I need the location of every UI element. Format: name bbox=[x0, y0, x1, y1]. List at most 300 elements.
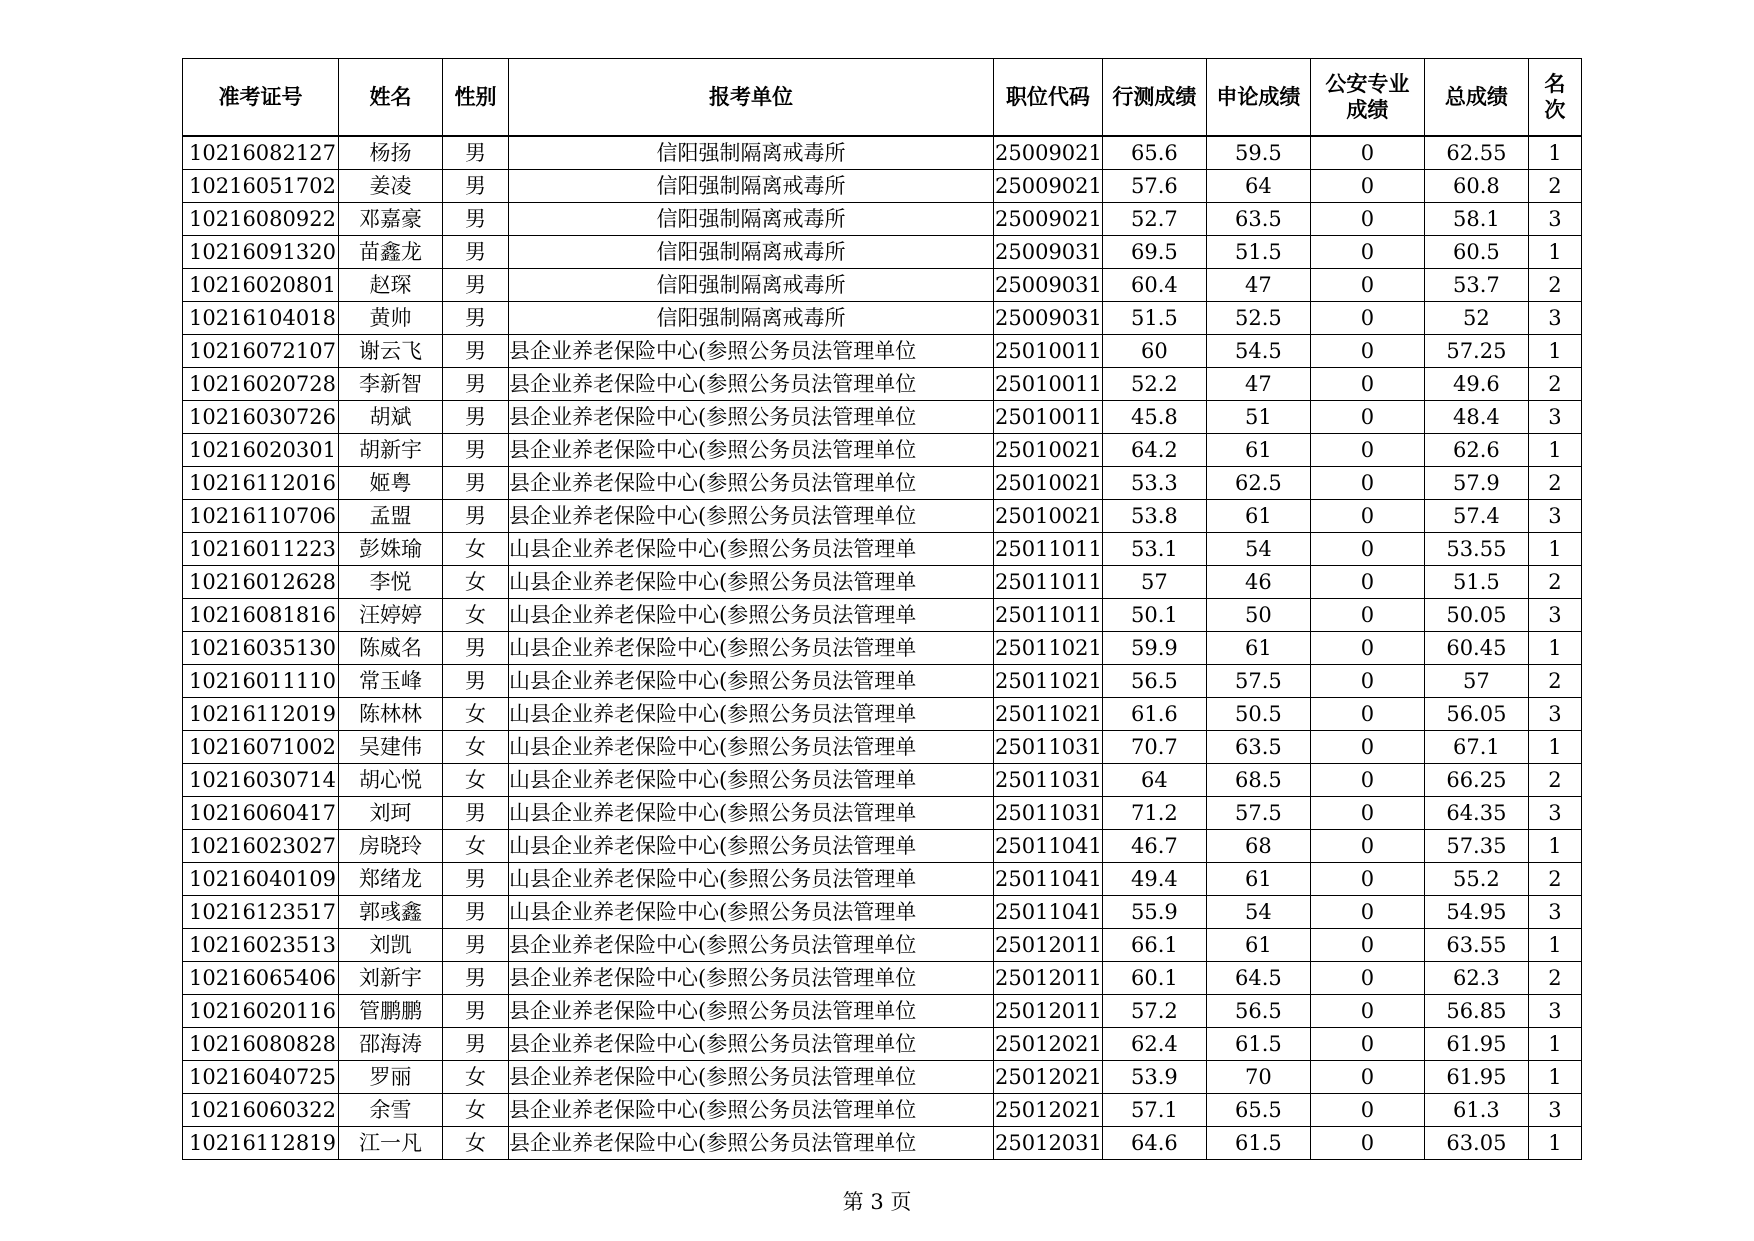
cell-unit: 山县企业养老保险中心(参照公务员法管理单 bbox=[509, 533, 994, 566]
cell-name: 邵海涛 bbox=[339, 1028, 443, 1061]
cell-police-score: 0 bbox=[1310, 500, 1424, 533]
cell-xingce-score: 61.6 bbox=[1102, 698, 1206, 731]
cell-police-score: 0 bbox=[1310, 1061, 1424, 1094]
cell-police-score: 0 bbox=[1310, 1127, 1424, 1160]
cell-rank: 2 bbox=[1528, 467, 1581, 500]
cell-unit: 县企业养老保险中心(参照公务员法管理单位 bbox=[509, 434, 994, 467]
cell-exam-id: 10216082127 bbox=[183, 136, 339, 170]
cell-police-score: 0 bbox=[1310, 1028, 1424, 1061]
cell-shenlun-score: 61 bbox=[1206, 929, 1310, 962]
cell-shenlun-score: 61 bbox=[1206, 500, 1310, 533]
cell-shenlun-score: 54.5 bbox=[1206, 335, 1310, 368]
cell-rank: 3 bbox=[1528, 1094, 1581, 1127]
cell-xingce-score: 64.6 bbox=[1102, 1127, 1206, 1160]
cell-total-score: 62.3 bbox=[1424, 962, 1528, 995]
header-shenlun-score: 申论成绩 bbox=[1206, 59, 1310, 137]
cell-shenlun-score: 61 bbox=[1206, 434, 1310, 467]
cell-exam-id: 10216035130 bbox=[183, 632, 339, 665]
cell-xingce-score: 55.9 bbox=[1102, 896, 1206, 929]
cell-gender: 男 bbox=[443, 500, 509, 533]
cell-gender: 男 bbox=[443, 995, 509, 1028]
cell-name: 姜凌 bbox=[339, 170, 443, 203]
cell-police-score: 0 bbox=[1310, 599, 1424, 632]
cell-name: 李悦 bbox=[339, 566, 443, 599]
cell-name: 陈林林 bbox=[339, 698, 443, 731]
cell-name: 刘凯 bbox=[339, 929, 443, 962]
cell-xingce-score: 56.5 bbox=[1102, 665, 1206, 698]
table-row bbox=[183, 764, 1582, 797]
cell-xingce-score: 57.2 bbox=[1102, 995, 1206, 1028]
cell-police-score: 0 bbox=[1310, 533, 1424, 566]
table-row bbox=[183, 335, 1582, 368]
cell-xingce-score: 59.9 bbox=[1102, 632, 1206, 665]
cell-exam-id: 10216112819 bbox=[183, 1127, 339, 1160]
cell-position-code: 25009031 bbox=[994, 302, 1103, 335]
cell-xingce-score: 64.2 bbox=[1102, 434, 1206, 467]
cell-name: 邓嘉豪 bbox=[339, 203, 443, 236]
cell-unit: 山县企业养老保险中心(参照公务员法管理单 bbox=[509, 863, 994, 896]
cell-xingce-score: 62.4 bbox=[1102, 1028, 1206, 1061]
cell-shenlun-score: 47 bbox=[1206, 368, 1310, 401]
cell-unit: 信阳强制隔离戒毒所 bbox=[509, 136, 994, 170]
cell-gender: 男 bbox=[443, 434, 509, 467]
cell-name: 房晓玲 bbox=[339, 830, 443, 863]
cell-position-code: 25011031 bbox=[994, 797, 1103, 830]
cell-exam-id: 10216012628 bbox=[183, 566, 339, 599]
cell-exam-id: 10216030714 bbox=[183, 764, 339, 797]
cell-exam-id: 10216110706 bbox=[183, 500, 339, 533]
cell-name: 杨扬 bbox=[339, 136, 443, 170]
cell-total-score: 60.5 bbox=[1424, 236, 1528, 269]
cell-police-score: 0 bbox=[1310, 236, 1424, 269]
cell-unit: 山县企业养老保险中心(参照公务员法管理单 bbox=[509, 731, 994, 764]
cell-total-score: 53.7 bbox=[1424, 269, 1528, 302]
cell-exam-id: 10216123517 bbox=[183, 896, 339, 929]
table-row bbox=[183, 401, 1582, 434]
cell-unit: 信阳强制隔离戒毒所 bbox=[509, 269, 994, 302]
cell-unit: 山县企业养老保险中心(参照公务员法管理单 bbox=[509, 599, 994, 632]
cell-name: 谢云飞 bbox=[339, 335, 443, 368]
cell-exam-id: 10216020301 bbox=[183, 434, 339, 467]
cell-unit: 县企业养老保险中心(参照公务员法管理单位 bbox=[509, 335, 994, 368]
cell-gender: 男 bbox=[443, 335, 509, 368]
table-row bbox=[183, 434, 1582, 467]
table-row bbox=[183, 863, 1582, 896]
cell-name: 江一凡 bbox=[339, 1127, 443, 1160]
cell-police-score: 0 bbox=[1310, 203, 1424, 236]
cell-xingce-score: 71.2 bbox=[1102, 797, 1206, 830]
cell-gender: 女 bbox=[443, 1127, 509, 1160]
cell-gender: 女 bbox=[443, 599, 509, 632]
cell-total-score: 62.55 bbox=[1424, 136, 1528, 170]
cell-position-code: 25011041 bbox=[994, 830, 1103, 863]
cell-name: 汪婷婷 bbox=[339, 599, 443, 632]
table-row bbox=[183, 368, 1582, 401]
cell-xingce-score: 66.1 bbox=[1102, 929, 1206, 962]
cell-name: 管鹏鹏 bbox=[339, 995, 443, 1028]
cell-exam-id: 10216112016 bbox=[183, 467, 339, 500]
cell-unit: 县企业养老保险中心(参照公务员法管理单位 bbox=[509, 995, 994, 1028]
cell-xingce-score: 57 bbox=[1102, 566, 1206, 599]
cell-shenlun-score: 63.5 bbox=[1206, 731, 1310, 764]
cell-police-score: 0 bbox=[1310, 995, 1424, 1028]
cell-gender: 男 bbox=[443, 863, 509, 896]
cell-shenlun-score: 62.5 bbox=[1206, 467, 1310, 500]
cell-total-score: 49.6 bbox=[1424, 368, 1528, 401]
table-row bbox=[183, 170, 1582, 203]
cell-total-score: 48.4 bbox=[1424, 401, 1528, 434]
cell-position-code: 25010021 bbox=[994, 500, 1103, 533]
table-row bbox=[183, 236, 1582, 269]
table-row bbox=[183, 896, 1582, 929]
cell-shenlun-score: 64 bbox=[1206, 170, 1310, 203]
cell-total-score: 57.25 bbox=[1424, 335, 1528, 368]
cell-xingce-score: 65.6 bbox=[1102, 136, 1206, 170]
cell-gender: 男 bbox=[443, 368, 509, 401]
cell-position-code: 25009021 bbox=[994, 136, 1103, 170]
cell-xingce-score: 52.7 bbox=[1102, 203, 1206, 236]
header-xingce-score: 行测成绩 bbox=[1102, 59, 1206, 137]
cell-position-code: 25011041 bbox=[994, 896, 1103, 929]
cell-xingce-score: 60.1 bbox=[1102, 962, 1206, 995]
cell-rank: 2 bbox=[1528, 368, 1581, 401]
header-exam-id: 准考证号 bbox=[183, 59, 339, 137]
cell-gender: 女 bbox=[443, 698, 509, 731]
cell-rank: 3 bbox=[1528, 797, 1581, 830]
cell-total-score: 66.25 bbox=[1424, 764, 1528, 797]
cell-police-score: 0 bbox=[1310, 1094, 1424, 1127]
cell-police-score: 0 bbox=[1310, 929, 1424, 962]
cell-unit: 山县企业养老保险中心(参照公务员法管理单 bbox=[509, 764, 994, 797]
cell-total-score: 57.9 bbox=[1424, 467, 1528, 500]
cell-police-score: 0 bbox=[1310, 731, 1424, 764]
cell-position-code: 25010011 bbox=[994, 401, 1103, 434]
cell-police-score: 0 bbox=[1310, 269, 1424, 302]
table-row bbox=[183, 467, 1582, 500]
cell-shenlun-score: 46 bbox=[1206, 566, 1310, 599]
cell-name: 彭姝瑜 bbox=[339, 533, 443, 566]
cell-rank: 2 bbox=[1528, 962, 1581, 995]
cell-name: 郑绪龙 bbox=[339, 863, 443, 896]
cell-rank: 1 bbox=[1528, 1127, 1581, 1160]
table-row bbox=[183, 962, 1582, 995]
cell-exam-id: 10216060322 bbox=[183, 1094, 339, 1127]
cell-gender: 男 bbox=[443, 632, 509, 665]
cell-position-code: 25009031 bbox=[994, 236, 1103, 269]
table-row bbox=[183, 500, 1582, 533]
cell-position-code: 25009021 bbox=[994, 203, 1103, 236]
cell-xingce-score: 49.4 bbox=[1102, 863, 1206, 896]
cell-rank: 1 bbox=[1528, 1061, 1581, 1094]
cell-gender: 男 bbox=[443, 467, 509, 500]
cell-total-score: 61.95 bbox=[1424, 1028, 1528, 1061]
cell-position-code: 25012011 bbox=[994, 995, 1103, 1028]
cell-exam-id: 10216020116 bbox=[183, 995, 339, 1028]
cell-xingce-score: 57.6 bbox=[1102, 170, 1206, 203]
cell-gender: 女 bbox=[443, 1061, 509, 1094]
cell-name: 余雪 bbox=[339, 1094, 443, 1127]
cell-gender: 女 bbox=[443, 533, 509, 566]
cell-name: 常玉峰 bbox=[339, 665, 443, 698]
cell-exam-id: 10216091320 bbox=[183, 236, 339, 269]
cell-gender: 男 bbox=[443, 302, 509, 335]
cell-name: 胡斌 bbox=[339, 401, 443, 434]
cell-name: 刘新宇 bbox=[339, 962, 443, 995]
cell-gender: 男 bbox=[443, 962, 509, 995]
cell-position-code: 25012011 bbox=[994, 929, 1103, 962]
cell-rank: 3 bbox=[1528, 401, 1581, 434]
cell-rank: 1 bbox=[1528, 632, 1581, 665]
cell-gender: 男 bbox=[443, 203, 509, 236]
cell-police-score: 0 bbox=[1310, 764, 1424, 797]
cell-rank: 3 bbox=[1528, 896, 1581, 929]
cell-rank: 3 bbox=[1528, 698, 1581, 731]
cell-rank: 1 bbox=[1528, 1028, 1581, 1061]
cell-exam-id: 10216071002 bbox=[183, 731, 339, 764]
cell-unit: 县企业养老保险中心(参照公务员法管理单位 bbox=[509, 1094, 994, 1127]
cell-police-score: 0 bbox=[1310, 698, 1424, 731]
cell-total-score: 55.2 bbox=[1424, 863, 1528, 896]
cell-unit: 山县企业养老保险中心(参照公务员法管理单 bbox=[509, 698, 994, 731]
cell-shenlun-score: 50 bbox=[1206, 599, 1310, 632]
cell-position-code: 25012021 bbox=[994, 1094, 1103, 1127]
cell-unit: 县企业养老保险中心(参照公务员法管理单位 bbox=[509, 500, 994, 533]
cell-shenlun-score: 61 bbox=[1206, 632, 1310, 665]
cell-name: 黄帅 bbox=[339, 302, 443, 335]
cell-exam-id: 10216060417 bbox=[183, 797, 339, 830]
cell-total-score: 56.85 bbox=[1424, 995, 1528, 1028]
cell-exam-id: 10216030726 bbox=[183, 401, 339, 434]
cell-unit: 县企业养老保险中心(参照公务员法管理单位 bbox=[509, 962, 994, 995]
cell-shenlun-score: 61.5 bbox=[1206, 1127, 1310, 1160]
cell-unit: 信阳强制隔离戒毒所 bbox=[509, 170, 994, 203]
cell-xingce-score: 46.7 bbox=[1102, 830, 1206, 863]
cell-gender: 女 bbox=[443, 764, 509, 797]
header-police-score: 公安专业成绩 bbox=[1310, 59, 1424, 137]
table-row bbox=[183, 698, 1582, 731]
cell-rank: 3 bbox=[1528, 995, 1581, 1028]
cell-name: 李新智 bbox=[339, 368, 443, 401]
cell-unit: 县企业养老保险中心(参照公务员法管理单位 bbox=[509, 1127, 994, 1160]
cell-rank: 3 bbox=[1528, 500, 1581, 533]
table-row bbox=[183, 136, 1582, 170]
cell-rank: 2 bbox=[1528, 170, 1581, 203]
cell-shenlun-score: 61 bbox=[1206, 863, 1310, 896]
cell-total-score: 63.55 bbox=[1424, 929, 1528, 962]
cell-shenlun-score: 64.5 bbox=[1206, 962, 1310, 995]
table-body bbox=[183, 136, 1582, 1160]
table-row bbox=[183, 929, 1582, 962]
cell-gender: 女 bbox=[443, 830, 509, 863]
cell-rank: 1 bbox=[1528, 236, 1581, 269]
cell-exam-id: 10216081816 bbox=[183, 599, 339, 632]
cell-xingce-score: 45.8 bbox=[1102, 401, 1206, 434]
cell-exam-id: 10216051702 bbox=[183, 170, 339, 203]
cell-rank: 2 bbox=[1528, 863, 1581, 896]
cell-police-score: 0 bbox=[1310, 467, 1424, 500]
cell-exam-id: 10216072107 bbox=[183, 335, 339, 368]
cell-total-score: 63.05 bbox=[1424, 1127, 1528, 1160]
cell-position-code: 25011031 bbox=[994, 731, 1103, 764]
cell-shenlun-score: 65.5 bbox=[1206, 1094, 1310, 1127]
table-row bbox=[183, 830, 1582, 863]
cell-gender: 男 bbox=[443, 170, 509, 203]
table-row bbox=[183, 533, 1582, 566]
cell-gender: 女 bbox=[443, 1094, 509, 1127]
cell-shenlun-score: 52.5 bbox=[1206, 302, 1310, 335]
cell-unit: 山县企业养老保险中心(参照公务员法管理单 bbox=[509, 797, 994, 830]
cell-exam-id: 10216080828 bbox=[183, 1028, 339, 1061]
cell-name: 郭彧鑫 bbox=[339, 896, 443, 929]
cell-exam-id: 10216020728 bbox=[183, 368, 339, 401]
cell-exam-id: 10216080922 bbox=[183, 203, 339, 236]
cell-unit: 山县企业养老保险中心(参照公务员法管理单 bbox=[509, 665, 994, 698]
cell-police-score: 0 bbox=[1310, 302, 1424, 335]
cell-exam-id: 10216023513 bbox=[183, 929, 339, 962]
cell-police-score: 0 bbox=[1310, 830, 1424, 863]
cell-xingce-score: 60.4 bbox=[1102, 269, 1206, 302]
cell-name: 罗丽 bbox=[339, 1061, 443, 1094]
table-row bbox=[183, 302, 1582, 335]
cell-name: 刘珂 bbox=[339, 797, 443, 830]
cell-shenlun-score: 56.5 bbox=[1206, 995, 1310, 1028]
cell-shenlun-score: 68.5 bbox=[1206, 764, 1310, 797]
cell-total-score: 51.5 bbox=[1424, 566, 1528, 599]
cell-shenlun-score: 63.5 bbox=[1206, 203, 1310, 236]
cell-total-score: 60.45 bbox=[1424, 632, 1528, 665]
header-total-score: 总成绩 bbox=[1424, 59, 1528, 137]
cell-xingce-score: 70.7 bbox=[1102, 731, 1206, 764]
cell-gender: 女 bbox=[443, 566, 509, 599]
cell-name: 孟盟 bbox=[339, 500, 443, 533]
cell-shenlun-score: 61.5 bbox=[1206, 1028, 1310, 1061]
header-gender: 性别 bbox=[443, 59, 509, 137]
cell-gender: 男 bbox=[443, 236, 509, 269]
cell-police-score: 0 bbox=[1310, 863, 1424, 896]
cell-rank: 1 bbox=[1528, 335, 1581, 368]
cell-exam-id: 10216020801 bbox=[183, 269, 339, 302]
cell-shenlun-score: 68 bbox=[1206, 830, 1310, 863]
cell-unit: 县企业养老保险中心(参照公务员法管理单位 bbox=[509, 467, 994, 500]
cell-xingce-score: 64 bbox=[1102, 764, 1206, 797]
cell-rank: 1 bbox=[1528, 434, 1581, 467]
cell-rank: 3 bbox=[1528, 302, 1581, 335]
cell-unit: 信阳强制隔离戒毒所 bbox=[509, 203, 994, 236]
cell-total-score: 54.95 bbox=[1424, 896, 1528, 929]
cell-rank: 1 bbox=[1528, 929, 1581, 962]
cell-rank: 3 bbox=[1528, 599, 1581, 632]
cell-position-code: 25011021 bbox=[994, 698, 1103, 731]
cell-position-code: 25009031 bbox=[994, 269, 1103, 302]
cell-shenlun-score: 54 bbox=[1206, 533, 1310, 566]
header-rank: 名次 bbox=[1528, 59, 1581, 137]
cell-xingce-score: 53.8 bbox=[1102, 500, 1206, 533]
cell-position-code: 25012021 bbox=[994, 1061, 1103, 1094]
cell-exam-id: 10216023027 bbox=[183, 830, 339, 863]
cell-shenlun-score: 51 bbox=[1206, 401, 1310, 434]
cell-xingce-score: 53.3 bbox=[1102, 467, 1206, 500]
cell-position-code: 25010021 bbox=[994, 467, 1103, 500]
table-row bbox=[183, 269, 1582, 302]
cell-police-score: 0 bbox=[1310, 962, 1424, 995]
cell-gender: 男 bbox=[443, 665, 509, 698]
cell-unit: 山县企业养老保险中心(参照公务员法管理单 bbox=[509, 830, 994, 863]
cell-unit: 县企业养老保险中心(参照公务员法管理单位 bbox=[509, 929, 994, 962]
cell-total-score: 50.05 bbox=[1424, 599, 1528, 632]
table-row bbox=[183, 566, 1582, 599]
cell-name: 苗鑫龙 bbox=[339, 236, 443, 269]
cell-position-code: 25011011 bbox=[994, 566, 1103, 599]
cell-position-code: 25012011 bbox=[994, 962, 1103, 995]
cell-xingce-score: 51.5 bbox=[1102, 302, 1206, 335]
cell-police-score: 0 bbox=[1310, 896, 1424, 929]
table-row bbox=[183, 599, 1582, 632]
cell-police-score: 0 bbox=[1310, 566, 1424, 599]
cell-exam-id: 10216040109 bbox=[183, 863, 339, 896]
cell-rank: 1 bbox=[1528, 136, 1581, 170]
cell-xingce-score: 53.9 bbox=[1102, 1061, 1206, 1094]
cell-total-score: 67.1 bbox=[1424, 731, 1528, 764]
cell-total-score: 60.8 bbox=[1424, 170, 1528, 203]
cell-position-code: 25010011 bbox=[994, 368, 1103, 401]
table-row bbox=[183, 203, 1582, 236]
cell-position-code: 25011011 bbox=[994, 533, 1103, 566]
cell-rank: 2 bbox=[1528, 269, 1581, 302]
header-name: 姓名 bbox=[339, 59, 443, 137]
cell-rank: 2 bbox=[1528, 665, 1581, 698]
cell-total-score: 58.1 bbox=[1424, 203, 1528, 236]
cell-shenlun-score: 50.5 bbox=[1206, 698, 1310, 731]
cell-rank: 1 bbox=[1528, 731, 1581, 764]
cell-unit: 信阳强制隔离戒毒所 bbox=[509, 302, 994, 335]
cell-total-score: 53.55 bbox=[1424, 533, 1528, 566]
cell-police-score: 0 bbox=[1310, 170, 1424, 203]
cell-shenlun-score: 59.5 bbox=[1206, 136, 1310, 170]
cell-exam-id: 10216065406 bbox=[183, 962, 339, 995]
cell-name: 赵琛 bbox=[339, 269, 443, 302]
cell-xingce-score: 69.5 bbox=[1102, 236, 1206, 269]
cell-xingce-score: 52.2 bbox=[1102, 368, 1206, 401]
cell-position-code: 25010011 bbox=[994, 335, 1103, 368]
table-row bbox=[183, 665, 1582, 698]
cell-police-score: 0 bbox=[1310, 632, 1424, 665]
cell-total-score: 56.05 bbox=[1424, 698, 1528, 731]
table-row bbox=[183, 632, 1582, 665]
score-table bbox=[182, 58, 1582, 1160]
cell-rank: 3 bbox=[1528, 203, 1581, 236]
cell-rank: 1 bbox=[1528, 533, 1581, 566]
cell-unit: 山县企业养老保险中心(参照公务员法管理单 bbox=[509, 896, 994, 929]
cell-position-code: 25011011 bbox=[994, 599, 1103, 632]
cell-xingce-score: 50.1 bbox=[1102, 599, 1206, 632]
cell-total-score: 61.3 bbox=[1424, 1094, 1528, 1127]
cell-gender: 女 bbox=[443, 731, 509, 764]
cell-police-score: 0 bbox=[1310, 434, 1424, 467]
cell-unit: 县企业养老保险中心(参照公务员法管理单位 bbox=[509, 368, 994, 401]
table-row bbox=[183, 1094, 1582, 1127]
cell-position-code: 25012021 bbox=[994, 1028, 1103, 1061]
cell-rank: 1 bbox=[1528, 830, 1581, 863]
cell-unit: 山县企业养老保险中心(参照公务员法管理单 bbox=[509, 632, 994, 665]
cell-exam-id: 10216040725 bbox=[183, 1061, 339, 1094]
cell-name: 胡新宇 bbox=[339, 434, 443, 467]
cell-gender: 男 bbox=[443, 136, 509, 170]
cell-gender: 男 bbox=[443, 896, 509, 929]
cell-unit: 县企业养老保险中心(参照公务员法管理单位 bbox=[509, 1028, 994, 1061]
cell-shenlun-score: 57.5 bbox=[1206, 665, 1310, 698]
cell-name: 吴建伟 bbox=[339, 731, 443, 764]
cell-position-code: 25010021 bbox=[994, 434, 1103, 467]
